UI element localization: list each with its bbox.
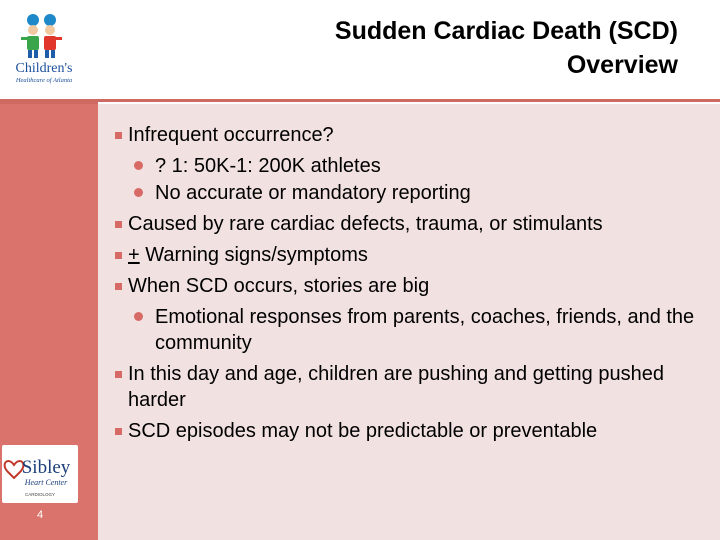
bullet-item: SCD episodes may not be predictable or preventable <box>98 418 698 444</box>
square-bullet-icon <box>115 132 122 139</box>
childrens-healthcare-logo <box>4 8 84 88</box>
svg-text:Children's: Children's <box>15 61 73 76</box>
bullet-item: When SCD occurs, stories are big <box>98 273 698 299</box>
bullet-item: + Warning signs/symptoms <box>98 242 698 268</box>
svg-text:Healthcare of Atlanta: Healthcare of Atlanta <box>15 77 73 84</box>
svg-text:Sibley: Sibley <box>21 457 71 478</box>
header-divider <box>98 99 720 102</box>
round-bullet-icon <box>134 161 143 170</box>
square-bullet-icon <box>115 428 122 435</box>
round-bullet-icon <box>134 312 143 321</box>
slide-title-line1: Sudden Cardiac Death (SCD) <box>334 17 678 45</box>
bullet-list <box>98 122 698 449</box>
square-bullet-icon <box>115 252 122 259</box>
svg-text:Heart Center: Heart Center <box>24 478 68 487</box>
sub-bullet-item: No accurate or mandatory reporting <box>98 180 698 206</box>
square-bullet-icon <box>115 221 122 228</box>
slide-header <box>0 0 720 104</box>
bullet-item: In this day and age, children are pushing and getting pushed harder <box>98 361 698 413</box>
svg-text:CARDIOLOGY: CARDIOLOGY <box>24 492 56 497</box>
plus-minus-symbol: + <box>128 244 140 266</box>
sidebar-top-band <box>0 99 98 104</box>
sub-bullet-item: ? 1: 50K-1: 200K athletes <box>98 153 698 179</box>
sibley-heart-center-logo <box>2 445 78 503</box>
slide-title-line2: Overview <box>566 51 678 79</box>
bullet-item: Caused by rare cardiac defects, trauma, or stimulants <box>98 211 698 237</box>
round-bullet-icon <box>134 188 143 197</box>
slide-title <box>118 14 678 82</box>
sub-bullet-item: Emotional responses from parents, coaches, friends, and the community <box>98 304 698 356</box>
square-bullet-icon <box>115 371 122 378</box>
square-bullet-icon <box>115 283 122 290</box>
bullet-item: Infrequent occurrence? <box>98 122 698 148</box>
page-number: 4 <box>36 509 44 521</box>
